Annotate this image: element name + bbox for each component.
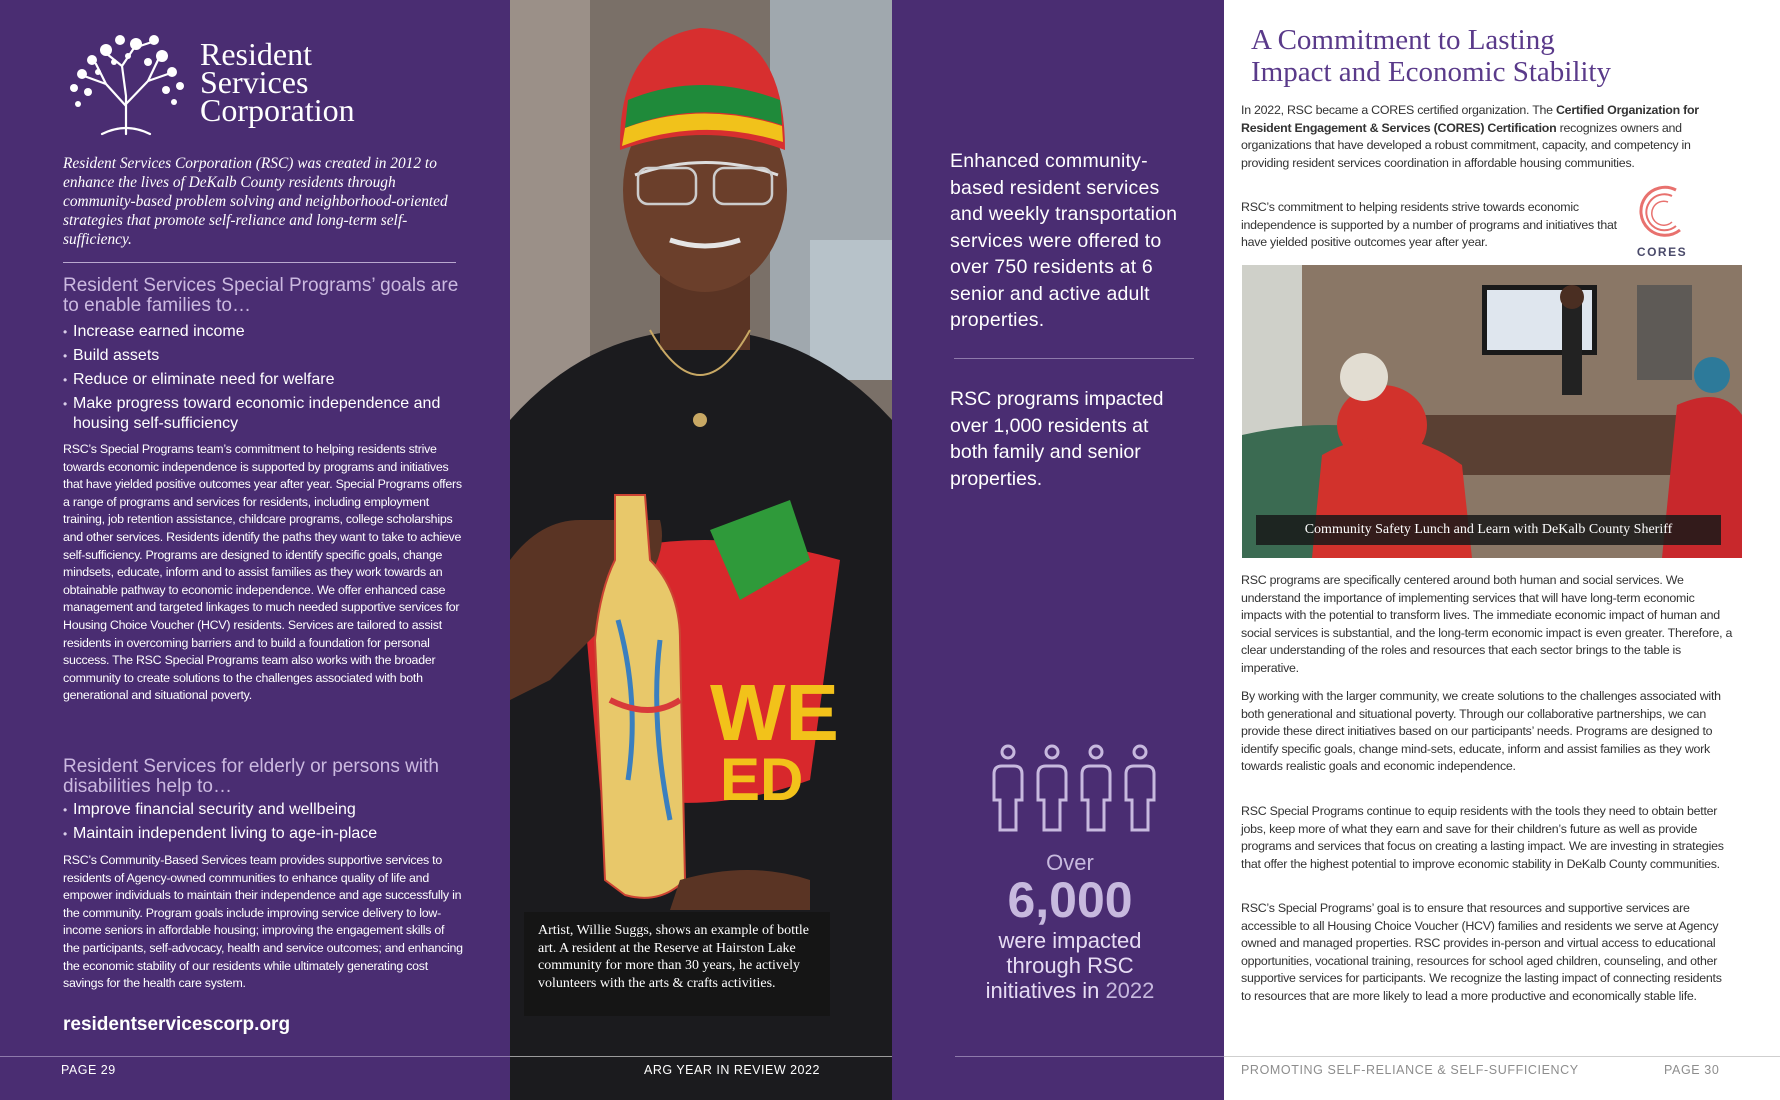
elderly-services-heading: Resident Services for elderly or persons with disabilities help to… — [63, 756, 439, 797]
cores-certification-name: Certified Organization for Resident Engagement & Services (CORES) Certification — [1241, 103, 1699, 135]
people-icon — [990, 744, 1162, 834]
programs-paragraph: RSC programs are specifically centered around both human and social services. We understand the importance of implementing services that will have long-term economic impacts with the potential to transform lives. The immediate economic impact of human and social services is substantial, and the long-term economic impact is even greater. Therefore, a clear understanding of the roles and resources that each sector brings to the table is imperative. — [1241, 573, 1733, 675]
impact-line-1: were impacted — [998, 928, 1142, 953]
special-programs-heading: Resident Services Special Programs’ goals are to enable families to… — [63, 275, 459, 316]
community-services-body: RSC’s Community-Based Services team provides supportive services to residents of Agency-owned communities to enhance quality of life and empower individuals to maintain their independence and age successfully in the community. Program goals include improving service delivery to low-income seniors in affordable housing; improving the engagement skills of the participants, self-advocacy, health and service outcomes; and enhancing the economic stability of our residents while ultimately generating cost savings for the health care system. — [63, 853, 463, 991]
page-title — [1251, 24, 1731, 88]
special-programs-body: RSC’s Special Programs team’s commitment to helping residents strive towards economic independence is supported by programs and initiatives that have yielded positive outcomes year after year. Special Programs offers a range of programs and services for residents, including employment training, job retention assistance, childcare programs, college scholarships and other services. Residents identify the paths they want to take to achieve self-sufficiency. Programs are designed to identify specific goals, change mindsets, educate, inform and to assist families as they work towards an obtainable pathway to economic independence. We offer enhanced case management and targeted linkages to much needed supportive services for Housing Choice Voucher (HCV) residents. Services are tailored to assist residents in overcoming barriers and to build a foundation for personal success. The RSC Special Programs team also works with the broader community to create solutions to the challenges associated with both generational and situational poverty. — [63, 442, 462, 703]
cores-text-b: recognizes owners and organizations that have developed a robust commitment, capacity, and competency in providing resident services coordination in affordable housing communities. — [1241, 120, 1691, 170]
special-programs-goals-list — [63, 322, 463, 438]
list-item: • Make progress toward economic independence and housing self-sufficiency — [63, 394, 463, 434]
page-number-right: PAGE 30 — [1664, 1063, 1720, 1077]
equip-paragraph: RSC Special Programs continue to equip residents with the tools they need to obtain better jobs, keep more of what they earn and save for their children’s future as well as provide programs and services that focus on creating a lasting impact. We are investing in strategies that offer the highest potential to improve economic stability in DeKalb County communities. — [1241, 804, 1724, 871]
photo-caption: Artist, Willie Suggs, shows an example of bottle art. A resident at the Reserve at Hairston Lake community for more than 30 years, he actively volunteers with the arts & crafts activities. — [524, 912, 830, 1016]
intro-paragraph: Resident Services Corporation (RSC) was created in 2012 to enhance the lives of DeKalb County residents through community-based problem solving and neighborhood-oriented strategies that promote self-reliance and long-term self-sufficiency. — [63, 155, 448, 248]
footer-rule — [0, 1056, 510, 1057]
list-item: • Reduce or eliminate need for welfare — [63, 370, 463, 390]
tree-icon — [62, 26, 192, 136]
left-page-panel — [0, 0, 510, 1100]
artist-photo — [510, 0, 892, 1100]
stat-transportation: Enhanced community-based resident services and weekly transportation services were offered to over 750 residents at 6 senior and active adult properties. — [950, 150, 1178, 331]
photo-caption: Community Safety Lunch and Learn with DeKalb County Sheriff — [1256, 515, 1721, 545]
stats-panel — [892, 0, 1224, 1100]
footer-rule — [510, 1056, 892, 1057]
impact-year: 2022 — [1105, 978, 1155, 1003]
cores-emblem-icon — [1632, 180, 1692, 242]
svg-text:ED: ED — [720, 746, 804, 813]
title-line-2: Impact and Economic Stability — [1251, 56, 1611, 88]
cores-label: CORES — [1636, 245, 1688, 259]
over-label: Over — [1046, 850, 1094, 875]
commitment-paragraph: RSC’s commitment to helping residents strive towards economic independence is supported by a number of programs and initiatives that have yielded positive outcomes year after year. — [1241, 200, 1617, 250]
footer-rule — [1224, 1056, 1780, 1057]
right-page-panel — [1224, 0, 1780, 1100]
list-item: • Increase earned income — [63, 322, 463, 342]
impact-line-3 — [960, 978, 1180, 1003]
cores-text-a: In 2022, RSC became a CORES certified organization. The — [1241, 103, 1556, 117]
logo-wordmark: Resident Services Corporation — [200, 36, 355, 128]
divider — [954, 358, 1194, 359]
list-item: • Maintain independent living to age-in-place — [63, 824, 463, 844]
stat-programs-impact: RSC programs impacted over 1,000 residents at both family and senior properties. — [950, 388, 1164, 490]
list-item: • Improve financial security and wellbeing — [63, 800, 463, 820]
footer-tagline: PROMOTING SELF-RELIANCE & SELF-SUFFICIENCY — [1241, 1063, 1579, 1077]
community-paragraph: By working with the larger community, we create solutions to the challenges associated with both generational and situational poverty. Through our collaborative partnerships, we can provide these direct initiatives based on our participants’ needs. Programs are designed to identify specific goals, change mind-sets, educate, inform and assist families as they work towards realistic goals and economic independence. — [1241, 689, 1721, 774]
big-number: 6,000 — [1007, 872, 1133, 928]
impact-text-3: initiatives in — [985, 978, 1100, 1003]
divider — [63, 262, 456, 263]
sheriff-event-photo — [1242, 265, 1742, 558]
cores-paragraph — [1241, 102, 1733, 172]
list-item: • Build assets — [63, 346, 463, 366]
cores-logo — [1632, 180, 1692, 258]
rsc-logo — [62, 26, 362, 138]
impact-line-2: through RSC — [1006, 953, 1134, 978]
website-link[interactable]: residentservicescorp.org — [63, 1014, 291, 1035]
goal-paragraph: RSC’s Special Programs’ goal is to ensure that resources and supportive services are accessible to all Housing Choice Voucher (HCV) families and residents we serve at Agency owned and managed properties. RSC provides in-person and virtual access to educational opportunities, vocational training, resources for school aged children, counseling, and other supportive services for participants. We recognize the lasting impact of connecting residents to resources that are more likely to lead a more productive and economically stable life. — [1241, 901, 1722, 1003]
page-number-left: PAGE 29 — [61, 1063, 116, 1077]
svg-text:WE: WE — [710, 668, 839, 757]
publication-title: ARG YEAR IN REVIEW 2022 — [644, 1063, 820, 1077]
elderly-services-list — [63, 800, 463, 848]
title-line-1: A Commitment to Lasting — [1251, 24, 1555, 56]
footer-rule — [955, 1056, 1225, 1057]
